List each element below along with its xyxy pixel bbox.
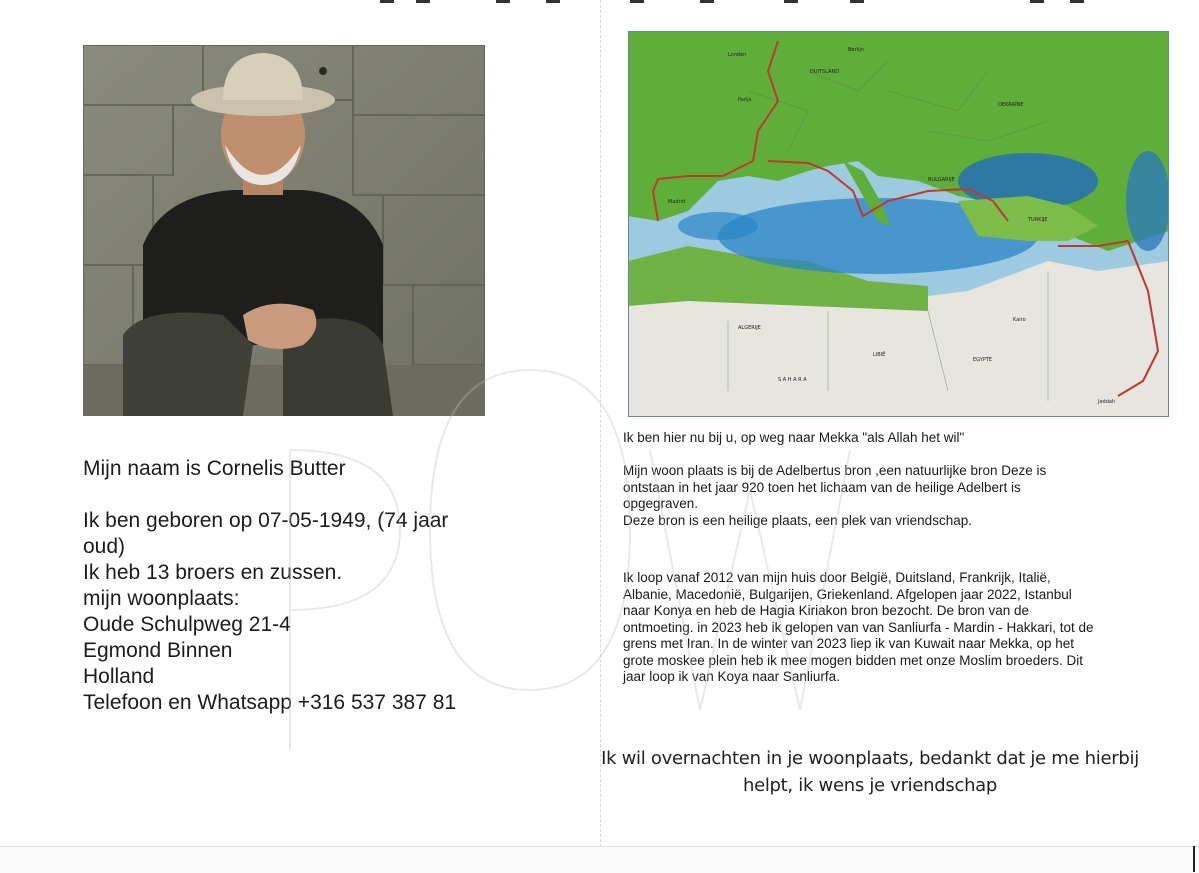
paragraph-line: Deze bron is een heilige plaats, een plek van vriendschap. bbox=[623, 512, 972, 528]
map-label: OEKRAÏNE bbox=[998, 102, 1024, 108]
map-label: BULGARIJE bbox=[928, 177, 955, 183]
portrait-photo bbox=[83, 45, 485, 416]
edge-mark bbox=[1193, 846, 1195, 872]
top-edge-marks bbox=[380, 0, 1080, 4]
map-label: Parijs bbox=[738, 97, 752, 103]
map-label: TURKIJE bbox=[1028, 217, 1048, 223]
personal-details bbox=[83, 456, 543, 716]
paragraph-line: grens met Iran. In de winter van 2023 liep ik van Kuwait naar Mekka, op het bbox=[623, 636, 1074, 651]
closing-line: Ik wil overnachten in je woonplaats, bedankt dat je me hierbij bbox=[601, 748, 1139, 769]
map-caption: Ik ben hier nu bij u, op weg naar Mekka "als Allah het wil" bbox=[623, 430, 965, 445]
map-label: LIBIË bbox=[873, 352, 886, 358]
paragraph-line: ontstaan in het jaar 920 toen het lichaam van de heilige Adelbert is bbox=[623, 479, 1021, 495]
address-line: Egmond Binnen bbox=[83, 639, 233, 662]
paragraph-journey bbox=[623, 570, 1183, 686]
map-label: Berlijn bbox=[848, 47, 864, 53]
detail-line: mijn woonplaats: bbox=[83, 587, 240, 610]
map-label: Kairo bbox=[1013, 317, 1026, 323]
map-label: Londen bbox=[728, 52, 747, 58]
phone-line: Telefoon en Whatsapp +316 537 387 81 bbox=[83, 691, 457, 714]
paragraph-line: Ik loop vanaf 2012 van mijn huis door België, Duitsland, Frankrijk, Italië, bbox=[623, 570, 1051, 585]
center-fold bbox=[600, 0, 601, 872]
paragraph-line: Albanie, Macedonië, Bulgarijen, Griekenland. Afgelopen jaar 2022, Istanbul bbox=[623, 586, 1072, 602]
address-line: Holland bbox=[83, 665, 155, 688]
map-label: S A H A R A bbox=[778, 377, 807, 383]
closing-message bbox=[590, 745, 1150, 799]
map-label: Jeddah bbox=[1098, 399, 1116, 405]
map-label: Madrid bbox=[668, 199, 686, 205]
name-line: Mijn naam is Cornelis Butter bbox=[83, 457, 346, 480]
paragraph-line: jaar loop ik van Koya naar Sanliurfa. bbox=[623, 669, 840, 684]
map-label: ALGERIJE bbox=[738, 325, 761, 331]
paragraph-line: opgegraven. bbox=[623, 496, 699, 511]
page-bottom-edge bbox=[0, 846, 1199, 873]
paragraph-line: naar Konya en heb de Hagia Kiriakon bron bezocht. De bron van de bbox=[623, 603, 1030, 618]
detail-line: oud) bbox=[83, 535, 126, 558]
paragraph-spring bbox=[623, 463, 1183, 529]
route-map bbox=[628, 31, 1169, 417]
paragraph-line: grote moskee plein heb ik mee mogen bidden met onze Moslim broeders. Dit bbox=[623, 652, 1083, 668]
map-label: DUITSLAND bbox=[810, 69, 840, 75]
paragraph-line: Mijn woon plaats is bij de Adelbertus bron ,een natuurlijke bron Deze is bbox=[623, 463, 1047, 478]
closing-line: helpt, ik wens je vriendschap bbox=[742, 775, 998, 796]
map-label: EGYPTE bbox=[973, 357, 993, 363]
address-line: Oude Schulpweg 21-4 bbox=[83, 613, 291, 636]
detail-line: Ik ben geboren op 07-05-1949, (74 jaar bbox=[83, 509, 449, 532]
paragraph-line: ontmoeting. in 2023 heb ik gelopen van van Sanliurfa - Mardin - Hakkari, tot de bbox=[623, 619, 1094, 635]
detail-line: Ik heb 13 broers en zussen. bbox=[83, 561, 343, 584]
